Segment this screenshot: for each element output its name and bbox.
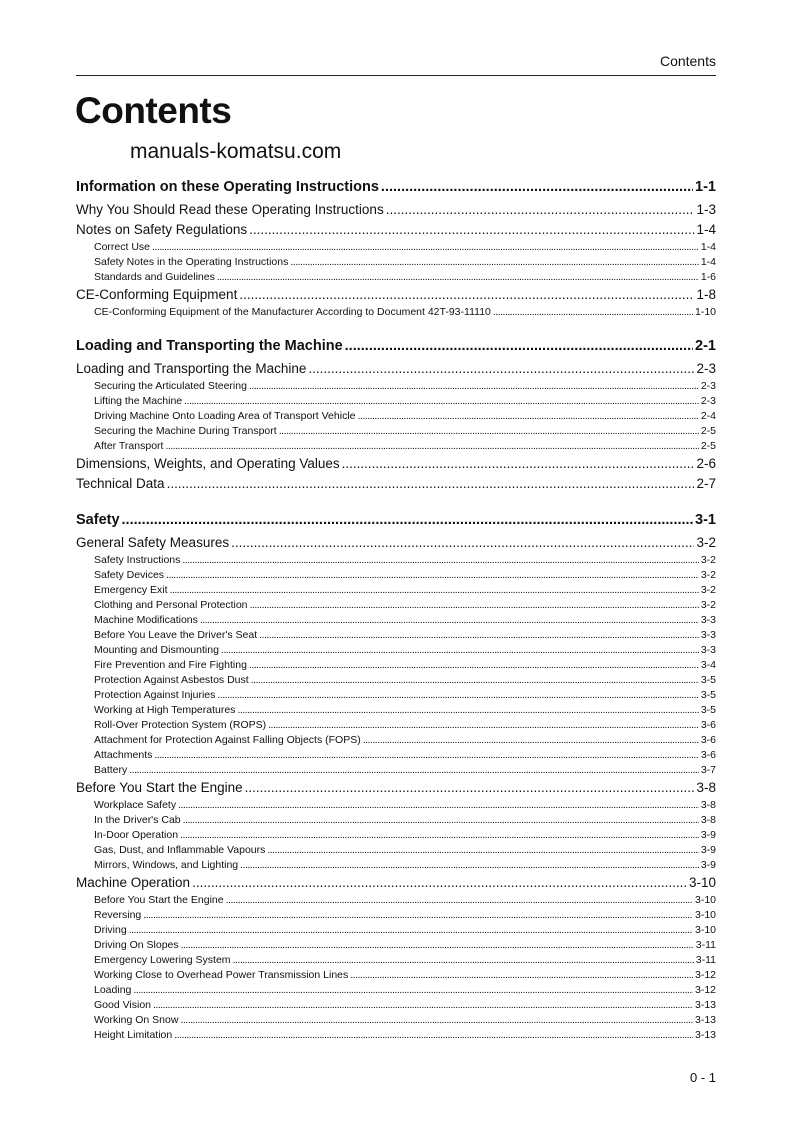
- dot-leader: [143, 908, 693, 923]
- toc-entry-title: Before You Start the Engine: [76, 780, 243, 795]
- toc-entry-page: 3-6: [700, 734, 716, 746]
- toc-entry-page: 3-3: [700, 644, 716, 656]
- toc-entry-level-3[interactable]: [76, 923, 716, 938]
- toc-entry-title: Machine Operation: [76, 875, 191, 890]
- toc-entry-level-3[interactable]: [76, 379, 716, 394]
- toc-entry-level-2[interactable]: [76, 285, 716, 305]
- dot-leader: [217, 688, 698, 703]
- dot-leader: [152, 240, 699, 255]
- toc-entry-level-3[interactable]: [76, 983, 716, 998]
- toc-entry-level-2[interactable]: [76, 200, 716, 220]
- toc-entry-level-3[interactable]: [76, 643, 716, 658]
- dot-leader: [363, 733, 699, 748]
- toc-entry-title: In the Driver's Cab: [94, 814, 181, 826]
- toc-entry-page: 2-4: [700, 410, 716, 422]
- toc-entry-title: In-Door Operation: [94, 829, 179, 841]
- toc-entry-title: Standards and Guidelines: [94, 271, 215, 283]
- dot-leader: [259, 628, 699, 643]
- dot-leader: [250, 598, 699, 613]
- toc-entry-level-3[interactable]: [76, 893, 716, 908]
- toc-entry-page: 3-9: [700, 829, 716, 841]
- toc-entry-title: Notes on Safety Regulations: [76, 222, 248, 237]
- toc-entry-title: Driving Machine Onto Loading Area of Transport Vehicle: [94, 410, 356, 422]
- toc-entry-page: 3-9: [700, 859, 716, 871]
- dot-leader: [153, 998, 693, 1013]
- toc-entry-level-3[interactable]: [76, 628, 716, 643]
- dot-leader: [358, 409, 699, 424]
- dot-leader: [267, 843, 698, 858]
- dot-leader: [182, 553, 698, 568]
- toc-entry-title: Securing the Articulated Steering: [94, 380, 247, 392]
- toc-entry-page: 3-2: [700, 554, 716, 566]
- toc-entry-title: CE-Conforming Equipment: [76, 287, 238, 302]
- toc-entry-title: Workplace Safety: [94, 799, 177, 811]
- toc-entry-level-3[interactable]: [76, 938, 716, 953]
- toc-entry-title: Loading and Transporting the Machine: [76, 338, 343, 354]
- toc-entry-page: 3-5: [700, 689, 716, 701]
- toc-entry-page: 3-3: [700, 629, 716, 641]
- dot-leader: [180, 1013, 693, 1028]
- dot-leader: [239, 285, 694, 305]
- toc-entry-title: Protection Against Injuries: [94, 689, 216, 701]
- toc-entry-page: 1-3: [696, 202, 716, 217]
- toc-entry-level-3[interactable]: [76, 394, 716, 409]
- toc-entry-title: Information on these Operating Instructions: [76, 179, 379, 195]
- toc-entry-page: 3-2: [700, 599, 716, 611]
- toc-entry-page: 3-12: [694, 984, 716, 996]
- dot-leader: [381, 174, 693, 200]
- table-of-contents: [76, 174, 716, 1043]
- toc-entry-title: Loading and Transporting the Machine: [76, 361, 307, 376]
- toc-entry-page: 1-4: [700, 256, 716, 268]
- toc-entry-page: 1-8: [696, 287, 716, 302]
- toc-entry-level-3[interactable]: [76, 843, 716, 858]
- dot-leader: [245, 778, 695, 798]
- toc-entry-page: 3-6: [700, 749, 716, 761]
- toc-entry-title: Fire Prevention and Fire Fighting: [94, 659, 247, 671]
- dot-leader: [170, 583, 699, 598]
- toc-entry-level-3[interactable]: [76, 813, 716, 828]
- toc-entry-level-2[interactable]: [76, 454, 716, 474]
- toc-entry-level-1[interactable]: [76, 333, 716, 359]
- toc-entry-page: 3-13: [694, 1029, 716, 1041]
- dot-leader: [200, 613, 699, 628]
- dot-leader: [178, 798, 699, 813]
- toc-entry-title: Safety Instructions: [94, 554, 181, 566]
- toc-entry-title: Machine Modifications: [94, 614, 198, 626]
- dot-leader: [231, 533, 694, 553]
- toc-entry-title: Battery: [94, 764, 128, 776]
- toc-entry-level-3[interactable]: [76, 553, 716, 568]
- toc-entry-page: 3-13: [694, 1014, 716, 1026]
- toc-entry-page: 3-13: [694, 999, 716, 1011]
- toc-entry-title: Correct Use: [94, 241, 151, 253]
- toc-entry-level-3[interactable]: [76, 439, 716, 454]
- toc-entry-page: 2-6: [696, 456, 716, 471]
- dot-leader: [133, 983, 693, 998]
- dot-leader: [180, 828, 699, 843]
- toc-entry-level-3[interactable]: [76, 305, 716, 320]
- toc-entry-title: Mirrors, Windows, and Lighting: [94, 859, 239, 871]
- toc-entry-title: Before You Start the Engine: [94, 894, 224, 906]
- dot-leader: [181, 938, 694, 953]
- toc-entry-level-3[interactable]: [76, 828, 716, 843]
- toc-entry-page: 1-6: [700, 271, 716, 283]
- toc-entry-title: Gas, Dust, and Inflammable Vapours: [94, 844, 266, 856]
- toc-entry-title: Technical Data: [76, 476, 165, 491]
- toc-entry-page: 2-7: [696, 476, 716, 491]
- toc-entry-level-3[interactable]: [76, 1013, 716, 1028]
- toc-entry-title: Before You Leave the Driver's Seat: [94, 629, 258, 641]
- toc-entry-title: Safety Notes in the Operating Instructions: [94, 256, 289, 268]
- toc-entry-level-3[interactable]: [76, 953, 716, 968]
- dot-leader: [221, 643, 699, 658]
- toc-entry-level-2[interactable]: [76, 778, 716, 798]
- toc-entry-title: Emergency Exit: [94, 584, 168, 596]
- toc-entry-level-3[interactable]: [76, 718, 716, 733]
- toc-entry-title: Good Vision: [94, 999, 152, 1011]
- toc-entry-title: Driving: [94, 924, 127, 936]
- toc-entry-title: Working On Snow: [94, 1014, 179, 1026]
- toc-entry-page: 3-8: [700, 799, 716, 811]
- toc-entry-page: 3-5: [700, 704, 716, 716]
- toc-entry-title: After Transport: [94, 440, 164, 452]
- dot-leader: [249, 220, 694, 240]
- toc-entry-page: 3-10: [694, 909, 716, 921]
- toc-entry-page: 3-12: [694, 969, 716, 981]
- watermark-text: manuals-komatsu.com: [130, 140, 342, 163]
- toc-entry-title: Attachments: [94, 749, 153, 761]
- toc-entry-level-3[interactable]: [76, 673, 716, 688]
- toc-entry-level-3[interactable]: [76, 798, 716, 813]
- toc-entry-level-3[interactable]: [76, 703, 716, 718]
- toc-entry-title: Emergency Lowering System: [94, 954, 231, 966]
- toc-entry-level-1[interactable]: [76, 174, 716, 200]
- toc-entry-title: Height Limitation: [94, 1029, 173, 1041]
- toc-entry-title: Loading: [94, 984, 132, 996]
- toc-entry-page: 3-7: [700, 764, 716, 776]
- toc-entry-title: Why You Should Read these Operating Instructions: [76, 202, 384, 217]
- toc-entry-level-3[interactable]: [76, 968, 716, 983]
- dot-leader: [251, 673, 699, 688]
- toc-entry-title: Protection Against Asbestos Dust: [94, 674, 249, 686]
- page-number: 0 - 1: [689, 1070, 716, 1085]
- toc-entry-title: Working at High Temperatures: [94, 704, 236, 716]
- dot-leader: [226, 893, 693, 908]
- toc-entry-title: Dimensions, Weights, and Operating Values: [76, 456, 340, 471]
- toc-entry-page: 3-1: [695, 512, 716, 528]
- toc-entry-page: 3-10: [694, 924, 716, 936]
- dot-leader: [279, 424, 699, 439]
- dot-leader: [237, 703, 698, 718]
- toc-entry-page: 3-10: [694, 894, 716, 906]
- dot-leader: [350, 968, 693, 983]
- dot-leader: [154, 748, 698, 763]
- toc-entry-level-3[interactable]: [76, 688, 716, 703]
- toc-entry-level-2[interactable]: [76, 220, 716, 240]
- toc-entry-level-3[interactable]: [76, 424, 716, 439]
- dot-leader: [184, 394, 699, 409]
- toc-entry-level-3[interactable]: [76, 568, 716, 583]
- toc-entry-level-3[interactable]: [76, 748, 716, 763]
- toc-entry-page: 2-5: [700, 440, 716, 452]
- dot-leader: [192, 873, 687, 893]
- toc-entry-page: 2-5: [700, 425, 716, 437]
- dot-leader: [240, 858, 699, 873]
- dot-leader: [166, 568, 699, 583]
- toc-entry-page: 3-5: [700, 674, 716, 686]
- toc-entry-page: 1-4: [696, 222, 716, 237]
- toc-entry-level-3[interactable]: [76, 858, 716, 873]
- toc-entry-page: 2-3: [700, 395, 716, 407]
- dot-leader: [233, 953, 694, 968]
- toc-entry-page: 3-8: [700, 814, 716, 826]
- toc-entry-level-3[interactable]: [76, 240, 716, 255]
- toc-entry-title: Safety Devices: [94, 569, 165, 581]
- toc-entry-level-3[interactable]: [76, 908, 716, 923]
- toc-entry-level-3[interactable]: [76, 598, 716, 613]
- toc-entry-title: Lifting the Machine: [94, 395, 183, 407]
- toc-entry-title: Securing the Machine During Transport: [94, 425, 277, 437]
- toc-entry-level-3[interactable]: [76, 998, 716, 1013]
- toc-entry-page: 3-6: [700, 719, 716, 731]
- toc-entry-level-3[interactable]: [76, 763, 716, 778]
- toc-entry-page: 2-3: [700, 380, 716, 392]
- dot-leader: [493, 305, 693, 320]
- toc-entry-title: Reversing: [94, 909, 142, 921]
- toc-entry-page: 1-1: [695, 179, 716, 195]
- toc-entry-page: 3-2: [700, 569, 716, 581]
- dot-leader: [290, 255, 698, 270]
- toc-entry-level-3[interactable]: [76, 270, 716, 285]
- toc-entry-page: 1-4: [700, 241, 716, 253]
- toc-entry-level-3[interactable]: [76, 1028, 716, 1043]
- toc-entry-title: Mounting and Dismounting: [94, 644, 219, 656]
- dot-leader: [122, 507, 694, 533]
- dot-leader: [249, 379, 699, 394]
- header-rule: [76, 75, 716, 76]
- dot-leader: [308, 359, 694, 379]
- dot-leader: [167, 474, 695, 494]
- toc-entry-page: 3-9: [700, 844, 716, 856]
- toc-entry-page: 1-10: [694, 306, 716, 318]
- toc-entry-page: 3-4: [700, 659, 716, 671]
- toc-entry-title: CE-Conforming Equipment of the Manufacturer According to Document 42T-93-11110: [94, 306, 491, 318]
- toc-entry-page: 2-1: [695, 338, 716, 354]
- dot-leader: [249, 658, 699, 673]
- toc-entry-level-3[interactable]: [76, 613, 716, 628]
- toc-entry-level-3[interactable]: [76, 409, 716, 424]
- dot-leader: [345, 333, 693, 359]
- running-header: Contents: [659, 53, 716, 69]
- dot-leader: [342, 454, 695, 474]
- toc-entry-level-3[interactable]: [76, 658, 716, 673]
- toc-entry-page: 3-11: [695, 939, 716, 951]
- dot-leader: [386, 200, 695, 220]
- toc-entry-page: 3-2: [700, 584, 716, 596]
- toc-entry-page: 3-11: [695, 954, 716, 966]
- dot-leader: [129, 923, 693, 938]
- toc-entry-page: 3-8: [696, 780, 716, 795]
- dot-leader: [268, 718, 699, 733]
- toc-entry-level-3[interactable]: [76, 583, 716, 598]
- toc-entry-level-3[interactable]: [76, 255, 716, 270]
- toc-entry-title: Safety: [76, 512, 120, 528]
- toc-entry-level-3[interactable]: [76, 733, 716, 748]
- toc-entry-level-2[interactable]: [76, 359, 716, 379]
- toc-entry-title: Clothing and Personal Protection: [94, 599, 248, 611]
- toc-entry-page: 3-3: [700, 614, 716, 626]
- toc-entry-title: Driving On Slopes: [94, 939, 179, 951]
- toc-entry-level-2[interactable]: [76, 533, 716, 553]
- dot-leader: [183, 813, 699, 828]
- dot-leader: [165, 439, 698, 454]
- toc-entry-level-2[interactable]: [76, 474, 716, 494]
- toc-entry-level-1[interactable]: [76, 507, 716, 533]
- toc-entry-title: Working Close to Overhead Power Transmission Lines: [94, 969, 349, 981]
- page-title: Contents: [75, 90, 232, 131]
- toc-entry-level-2[interactable]: [76, 873, 716, 893]
- toc-entry-title: Roll-Over Protection System (ROPS): [94, 719, 267, 731]
- dot-leader: [129, 763, 699, 778]
- toc-entry-title: Attachment for Protection Against Falling Objects (FOPS): [94, 734, 361, 746]
- toc-entry-page: 2-3: [696, 361, 716, 376]
- dot-leader: [174, 1028, 693, 1043]
- dot-leader: [217, 270, 699, 285]
- toc-entry-page: 3-2: [696, 535, 716, 550]
- toc-entry-page: 3-10: [688, 875, 716, 890]
- toc-entry-title: General Safety Measures: [76, 535, 230, 550]
